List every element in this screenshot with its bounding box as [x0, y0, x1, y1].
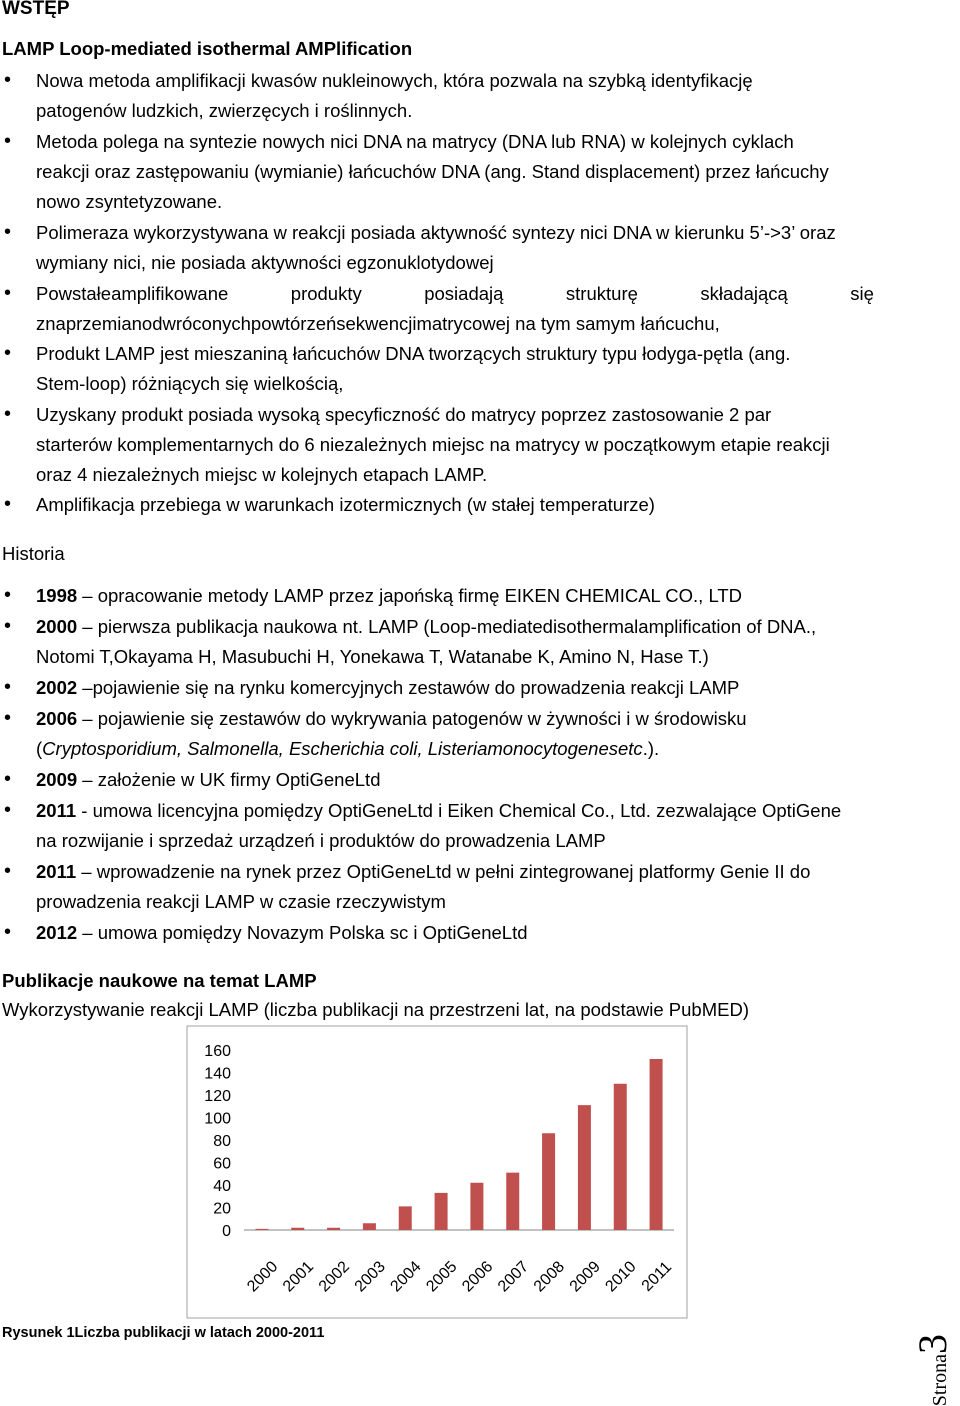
- history-text: prowadzenia reakcji LAMP w czasie rzeczywistym: [36, 891, 446, 912]
- intro-text: Polimeraza wykorzystywana w reakcji posiada aktywność syntezy nici DNA w kierunku 5’->3’ oraz: [36, 222, 836, 243]
- bullet-icon: •: [4, 221, 12, 243]
- bullet-icon: •: [4, 493, 12, 515]
- y-tick-label: 100: [204, 1110, 231, 1128]
- chart-bar: [650, 1059, 663, 1230]
- intro-text: reakcji oraz zastępowaniu (wymianie) łańcuchów DNA (ang. Stand displacement) przez łańcuchy: [36, 161, 829, 182]
- chart-intro: Wykorzystywanie reakcji LAMP (liczba publikacji na przestrzeni lat, na podstawie PubMED): [2, 999, 749, 1020]
- paren: .).: [642, 738, 660, 759]
- intro-text: patogenów ludzkich, zwierzęcych i roślinnych.: [36, 100, 413, 121]
- intro-text: znaprzemianodwróconychpowtórzeńsekwencjimatrycowej na tym samym łańcuchu,: [36, 313, 720, 334]
- intro-text: Nowa metoda amplifikacji kwasów nukleinowych, która pozwala na szybką identyfikację: [36, 70, 753, 91]
- x-tick-label: 2004: [387, 1258, 425, 1296]
- history-text: na rozwijanie i sprzedaż urządzeń i produktów do prowadzenia LAMP: [36, 830, 606, 851]
- x-tick-label: 2007: [494, 1258, 533, 1296]
- history-item: [36, 677, 739, 699]
- word: składającą: [700, 283, 788, 304]
- y-tick-label: 40: [213, 1178, 231, 1195]
- history-item: [36, 861, 810, 883]
- bullet-icon: •: [4, 615, 12, 637]
- bullet-icon: •: [4, 69, 12, 91]
- history-item: [36, 922, 528, 944]
- bullet-icon: •: [4, 130, 12, 152]
- history-text: – umowa pomiędzy Novazym Polska sc i OptiGeneLtd: [77, 922, 528, 943]
- bullet-icon: •: [4, 403, 12, 425]
- chart-bar: [506, 1173, 519, 1230]
- history-item: [36, 708, 747, 730]
- history-year: 2000: [36, 616, 78, 637]
- word: posiadają: [424, 283, 504, 304]
- x-tick-label: 2008: [530, 1258, 568, 1296]
- word: Powstałeamplifikowane: [36, 283, 229, 304]
- chart-bar: [470, 1183, 483, 1230]
- chart-bar: [291, 1228, 304, 1230]
- x-tick-label: 2011: [638, 1258, 676, 1295]
- y-tick-label: 20: [213, 1200, 231, 1218]
- word: produkty: [290, 283, 362, 304]
- x-tick-label: 2000: [244, 1258, 282, 1296]
- chart-bar: [327, 1228, 340, 1230]
- intro-text: nowo zsyntetyzowane.: [36, 191, 223, 212]
- publications-chart: [0, 1020, 880, 1320]
- history-year: 2011: [36, 861, 77, 882]
- word: się: [850, 283, 874, 304]
- bullet-icon: •: [4, 921, 12, 943]
- bullet-icon: •: [4, 860, 12, 882]
- organism-list: Cryptosporidium, Salmonella, Escherichia coli, Listeriamonocytogenesetc: [42, 738, 643, 759]
- intro-text: Metoda polega na syntezie nowych nici DNA na matrycy (DNA lub RNA) w kolejnych cyklach: [36, 131, 794, 152]
- bullet-icon: •: [4, 342, 12, 364]
- history-text: –pojawienie się na rynku komercyjnych zestawów do prowadzenia reakcji LAMP: [77, 677, 740, 698]
- history-year: 2006: [36, 708, 78, 729]
- x-tick-label: 2010: [602, 1258, 640, 1296]
- history-item: [36, 769, 380, 791]
- word: strukturę: [565, 283, 638, 304]
- page-heading: WSTĘP: [2, 0, 70, 19]
- y-tick-label: 80: [213, 1133, 231, 1150]
- history-text: Notomi T,Okayama H, Masubuchi H, Yonekawa T, Watanabe K, Amino N, Hase T.): [36, 646, 709, 667]
- history-text: – opracowanie metody LAMP przez japońską firmę EIKEN CHEMICAL CO., LTD: [77, 585, 743, 606]
- history-item: [36, 616, 816, 638]
- historia-heading: Historia: [2, 543, 65, 564]
- paren: (: [36, 738, 43, 759]
- history-text: – pojawienie się zestawów do wykrywania patogenów w żywności i w środowisku: [77, 708, 747, 729]
- history-text: – pierwsza publikacja naukowa nt. LAMP (Loop-mediatedisothermalamplification of DNA.,: [77, 616, 817, 637]
- chart-bar: [542, 1133, 555, 1230]
- intro-text: Produkt LAMP jest mieszaniną łańcuchów DNA tworzących struktury typu łodyga-pętla (ang.: [36, 343, 791, 364]
- history-text: [36, 738, 659, 760]
- chart-bar: [578, 1105, 591, 1230]
- history-item: [36, 800, 841, 822]
- bullet-icon: •: [4, 676, 12, 698]
- chart-bar: [399, 1206, 412, 1230]
- intro-text: Amplifikacja przebiega w warunkach izotermicznych (w stałej temperaturze): [36, 494, 655, 515]
- chart-bar: [614, 1084, 627, 1230]
- y-tick-label: 60: [213, 1155, 231, 1173]
- publications-heading: Publikacje naukowe na temat LAMP: [2, 970, 317, 991]
- y-tick-label: 0: [222, 1223, 231, 1240]
- bullet-icon: •: [4, 584, 12, 606]
- bullet-icon: •: [4, 799, 12, 821]
- history-text: - umowa licencyjna pomiędzy OptiGeneLtd i Eiken Chemical Co., Ltd. zezwalające OptiGene: [76, 800, 842, 821]
- x-tick-label: 2003: [351, 1258, 389, 1296]
- intro-text: Uzyskany produkt posiada wysoką specyficzność do matrycy poprzez zastosowanie 2 par: [36, 404, 772, 425]
- history-year: 1998: [36, 585, 78, 606]
- intro-text: wymiany nici, nie posiada aktywności egzonuklotydowej: [36, 252, 494, 273]
- strona-label: Strona: [929, 1354, 951, 1406]
- y-tick-label: 160: [204, 1043, 231, 1060]
- figure-caption: Rysunek 1Liczba publikacji w latach 2000-2011: [2, 1325, 325, 1341]
- chart-bar: [255, 1229, 268, 1230]
- intro-text: Stem-loop) różniących się wielkością,: [36, 373, 344, 394]
- history-text: – założenie w UK firmy OptiGeneLtd: [77, 769, 381, 790]
- x-tick-label: 2001: [279, 1258, 318, 1296]
- bullet-icon: •: [4, 768, 12, 790]
- history-item: [36, 585, 742, 607]
- bullet-icon: •: [4, 282, 12, 304]
- intro-text: oraz 4 niezależnych miejsc w kolejnych etapach LAMP.: [36, 464, 488, 485]
- history-year: 2009: [36, 769, 78, 790]
- history-text: – wprowadzenie na rynek przez OptiGeneLtd w pełni zintegrowanej platformy Genie II do: [76, 861, 811, 882]
- history-year: 2012: [36, 922, 78, 943]
- y-tick-label: 140: [204, 1065, 231, 1083]
- intro-text: starterów komplementarnych do 6 niezależnych miejsc na matrycy w początkowym etapie reakcji: [36, 434, 830, 455]
- bullet-icon: •: [4, 707, 12, 729]
- chart-bar: [363, 1223, 376, 1230]
- history-year: 2002: [36, 677, 78, 698]
- history-year: 2011: [36, 800, 77, 821]
- lamp-title: LAMP Loop-mediated isothermal AMPlification: [2, 38, 413, 59]
- x-tick-label: 2002: [315, 1258, 353, 1296]
- y-tick-label: 120: [204, 1088, 231, 1105]
- chart-bar: [435, 1193, 448, 1230]
- intro-text: [36, 283, 874, 305]
- x-tick-label: 2005: [423, 1258, 461, 1296]
- x-tick-label: 2006: [459, 1258, 497, 1296]
- x-tick-label: 2009: [566, 1258, 604, 1296]
- page-number: 3: [910, 1334, 955, 1354]
- page-number-footer: [909, 1334, 956, 1406]
